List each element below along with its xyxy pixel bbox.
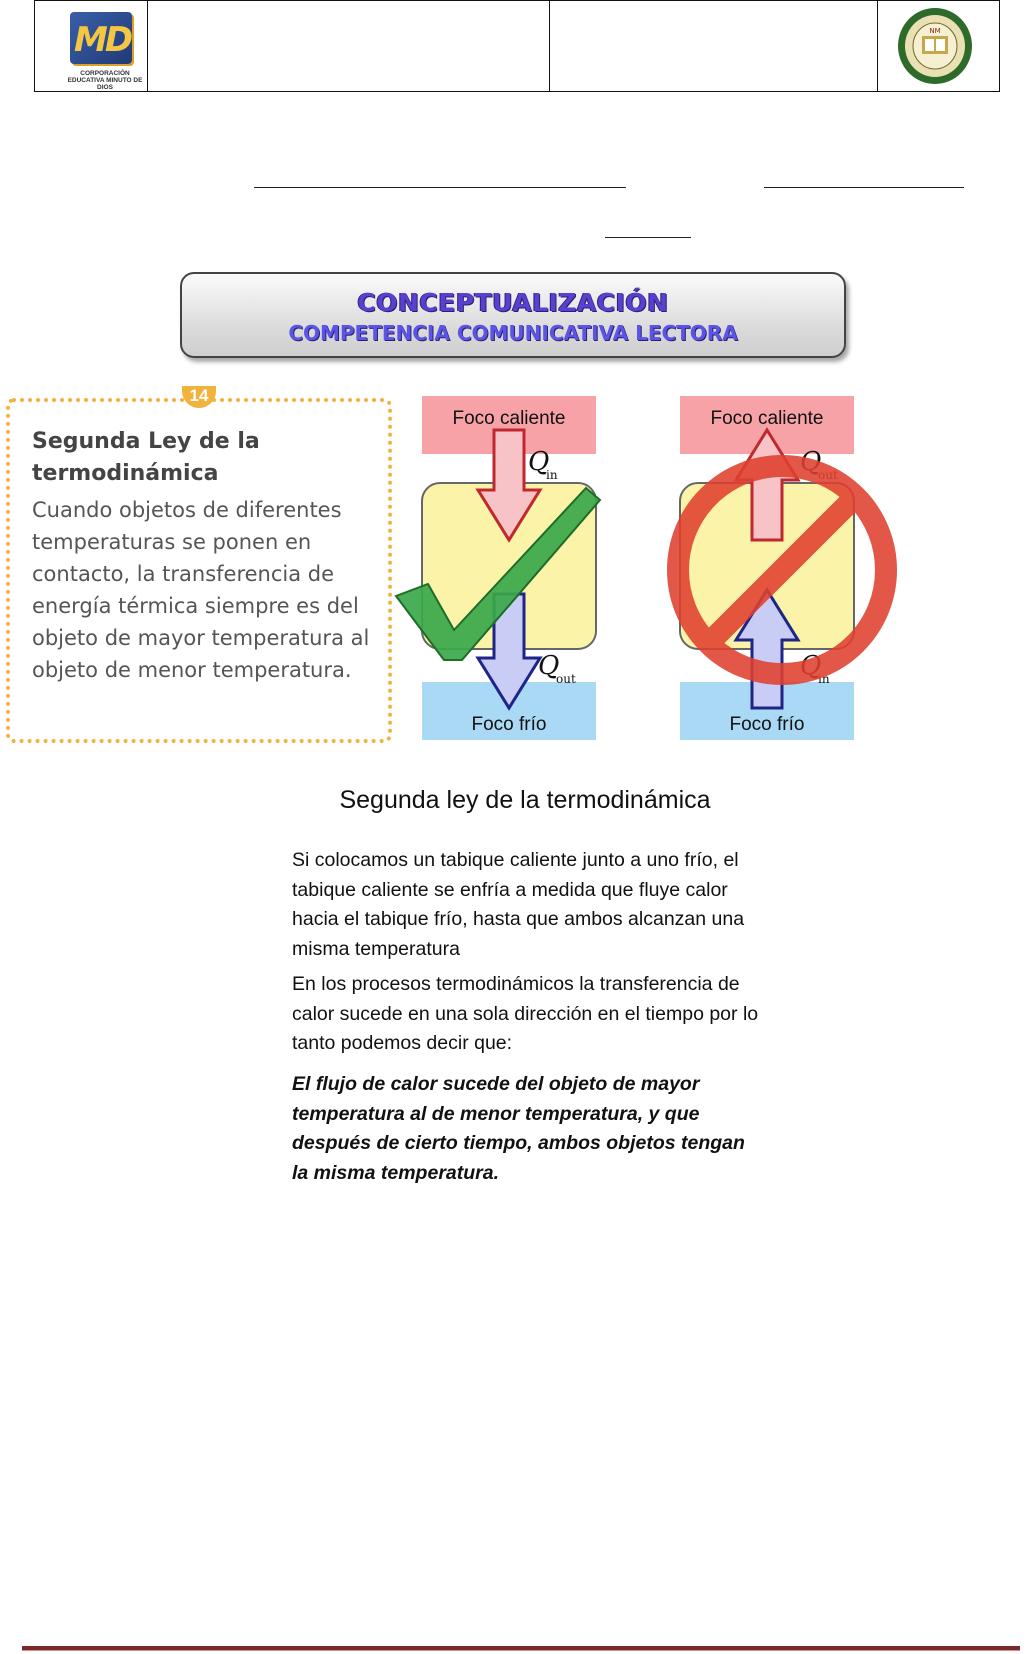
section-banner [180, 272, 846, 358]
cold-reservoir-label: Foco frío [471, 714, 547, 735]
article-title: Segunda ley de la termodinámica [339, 786, 711, 814]
footer-rule [22, 1646, 1020, 1651]
q-bottom-subscript: in [818, 672, 830, 686]
date-field-line [764, 187, 964, 188]
institution-logo: MD CORPORACIÓN EDUCATIVA MINUTO DE DIOS [36, 6, 148, 90]
svg-text:NM: NM [929, 27, 941, 35]
hot-reservoir-label: Foco caliente [452, 408, 566, 429]
q-top-label: Q [800, 447, 822, 477]
info-box-heading: Segunda Ley de la termodinámica [32, 429, 260, 486]
banner-subtitle: COMPETENCIA COMUNICATIVA LECTORA [288, 321, 738, 345]
check-mark-icon [392, 480, 602, 666]
info-box-body: Cuando objetos de diferentes temperaturas se ponen en contacto, la transferencia de energía térmica siempre es del objeto de mayor temperatura al objeto de menor temperatura. [32, 498, 370, 682]
info-box [6, 398, 392, 743]
article-conclusion: El flujo de calor sucede del objeto de mayor temperatura al de menor temperatura, y que después de cierto tiempo, ambos objetos tengan la misma temperatura. [292, 1073, 745, 1184]
cold-reservoir-label: Foco frío [729, 714, 805, 735]
grade-field-line [605, 237, 691, 238]
header-divider [549, 1, 550, 91]
article-paragraph-1: Si colocamos un tabique caliente junto a uno frío, el tabique caliente se enfría a medida que fluye calor hacia el tabique frío, hasta que ambos alcanzan una misma temperatura [292, 849, 745, 960]
hot-reservoir-label: Foco caliente [710, 408, 824, 429]
q-out-subscript: out [556, 672, 576, 686]
q-in-label: Q [528, 447, 550, 477]
q-in-subscript: in [546, 468, 558, 482]
heat-flow-forbidden-diagram [660, 390, 900, 742]
article-paragraph-2: En los procesos termodinámicos la transferencia de calor sucede en una sola dirección en el tiempo por lo tanto podemos decir que: [292, 973, 759, 1054]
institution-seal-icon [896, 6, 974, 86]
header-table [34, 0, 1000, 92]
q-bottom-label: Q [800, 651, 822, 681]
q-top-subscript: out [818, 468, 838, 482]
header-divider [877, 1, 878, 91]
q-out-label: Q [538, 651, 560, 681]
name-field-line [254, 187, 626, 188]
info-box-badge: 14 [182, 386, 216, 408]
banner-title: CONCEPTUALIZACIÓN [357, 288, 669, 317]
